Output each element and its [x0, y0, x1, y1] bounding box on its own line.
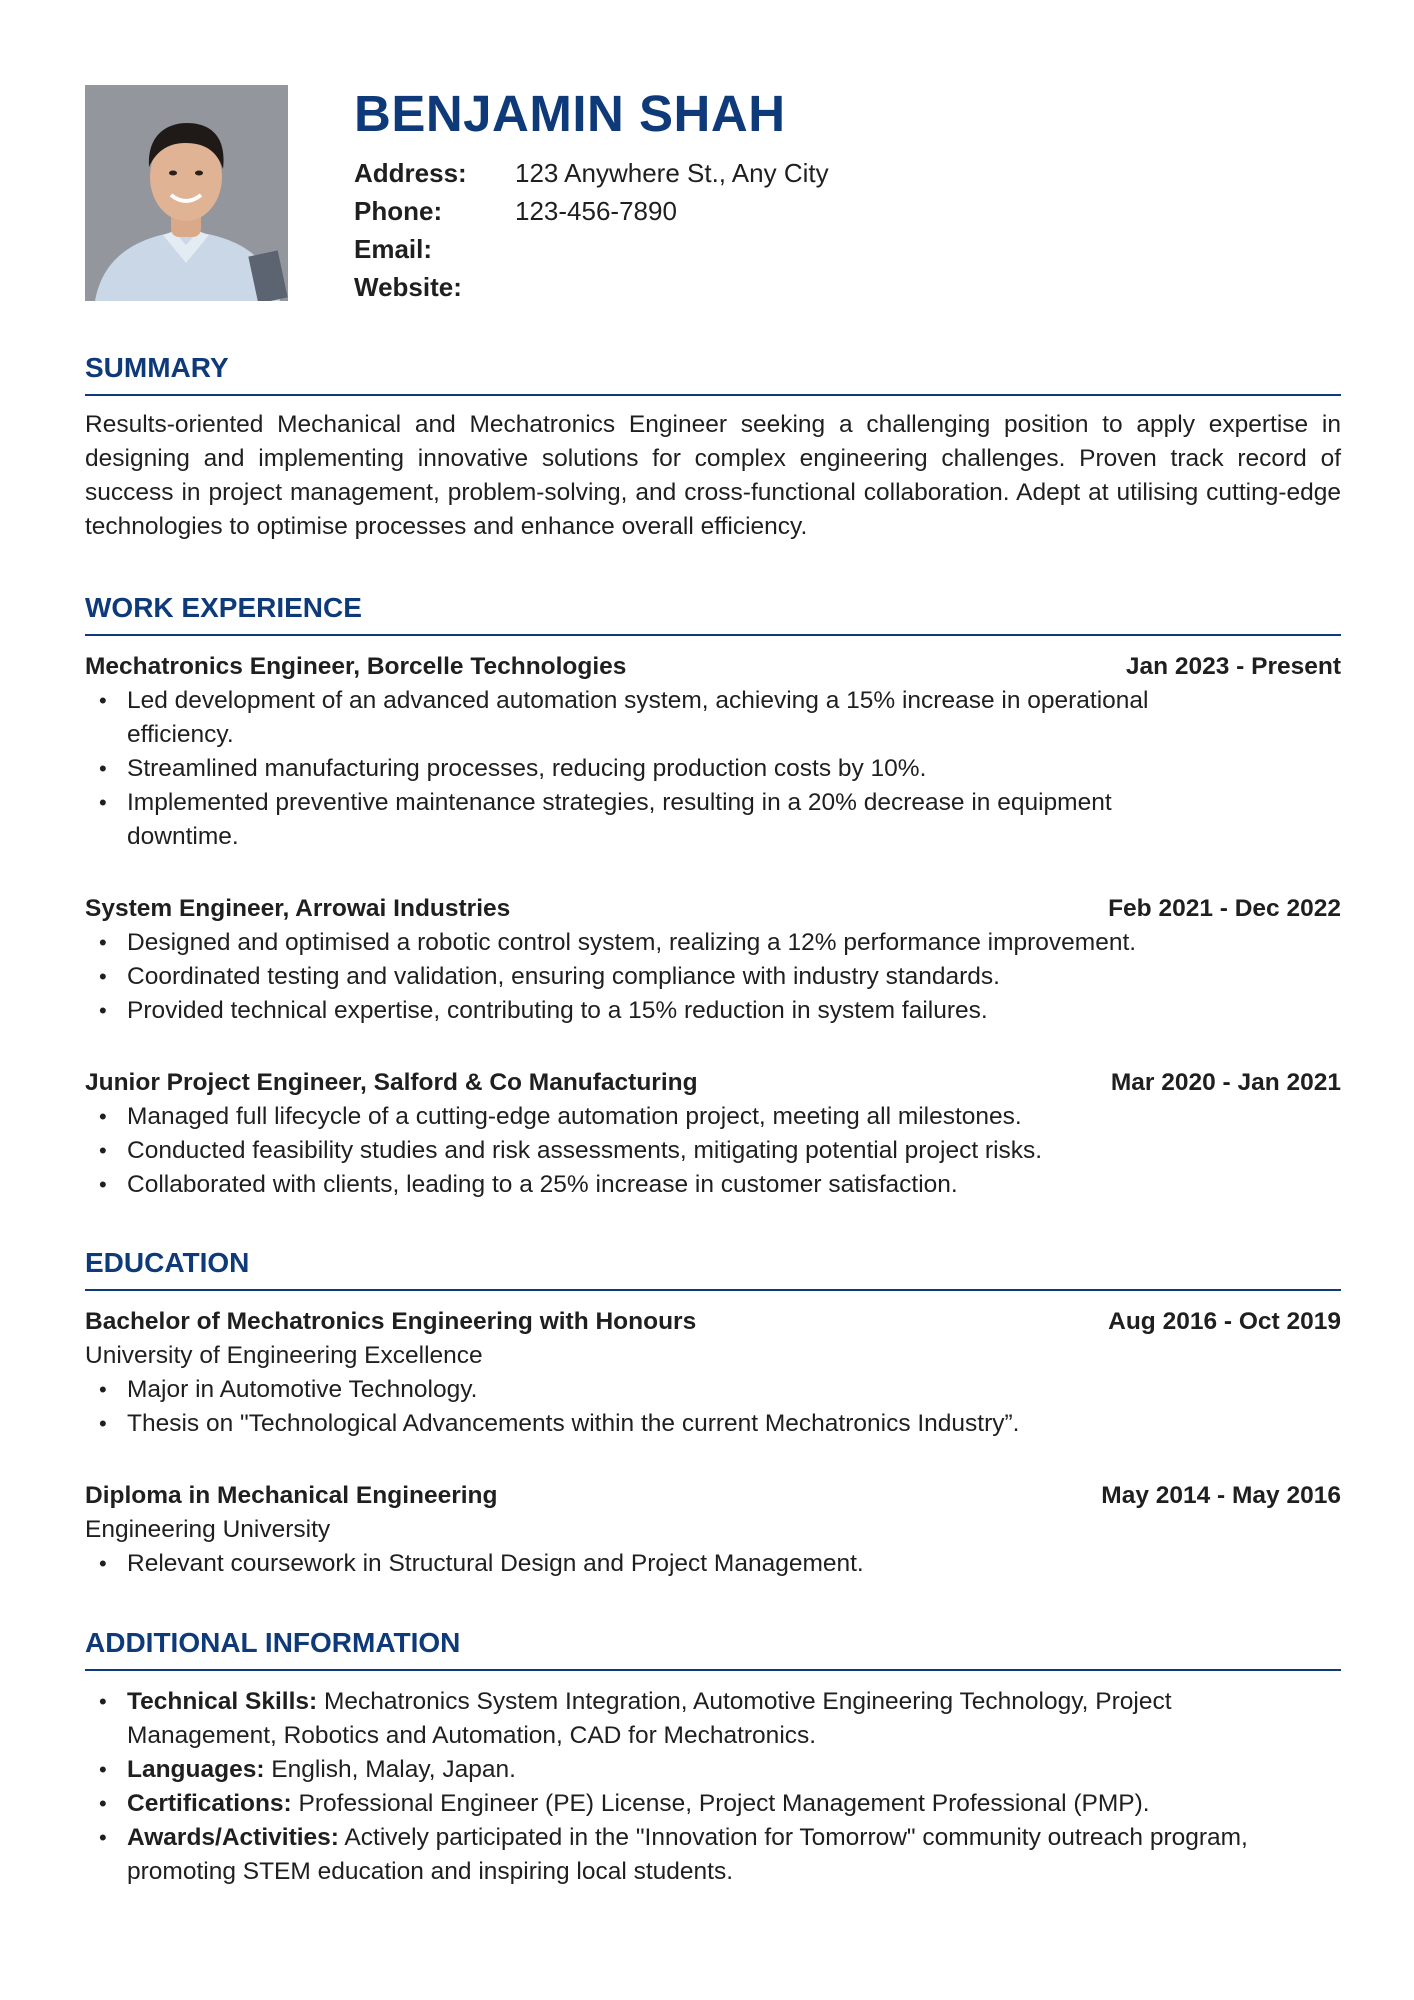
additional-text: Mechatronics System Integration, Automotive Engineering Technology, Project Management, Robotics and Automation, CAD for Mechatronics. [127, 1688, 1172, 1749]
work-experience-section [85, 588, 1341, 1202]
education-bullet: • Major in Automotive Technology. [127, 1373, 1341, 1407]
education-entry [85, 1479, 1341, 1581]
education-bullets [85, 1373, 1341, 1441]
job-title: Junior Project Engineer, Salford & Co Manufacturing [85, 1069, 698, 1096]
job-bullets [85, 1100, 1341, 1202]
job-bullet: • Conducted feasibility studies and risk assessments, mitigating potential project risks. [127, 1134, 1341, 1168]
job-bullet: • Collaborated with clients, leading to a 25% increase in customer satisfaction. [127, 1168, 1341, 1202]
additional-label: Technical Skills: [127, 1688, 318, 1715]
additional-label: Awards/Activities: [127, 1824, 339, 1851]
contact-row-email [354, 234, 829, 272]
school-name: University of Engineering Excellence [85, 1342, 483, 1369]
phone-label: Phone: [354, 196, 443, 226]
additional-item [127, 1821, 1341, 1889]
job-bullet: • Designed and optimised a robotic control system, realizing a 12% performance improvement. [127, 926, 1341, 960]
education-bullets [85, 1547, 1341, 1581]
additional-information-section [85, 1623, 1341, 1889]
education-entry [85, 1305, 1341, 1441]
job-bullet: • Coordinated testing and validation, ensuring compliance with industry standards. [127, 960, 1341, 994]
job-bullets [85, 684, 1341, 854]
job-bullet: • Implemented preventive maintenance strategies, resulting in a 20% decrease in equipment downtime. [127, 786, 1341, 854]
job-entry [85, 892, 1341, 1028]
summary-text: Results-oriented Mechanical and Mechatronics Engineer seeking a challenging position to apply expertise in designing and implementing innovative solutions for complex engineering challenges. Proven track record of success in project management, problem-solving, and cross-functional collaboration. Adept at utilising cutting-edge technologies to optimise processes and enhance overall efficiency. [85, 411, 1341, 540]
additional-item [127, 1685, 1341, 1753]
phone-value: 123-456-7890 [515, 196, 677, 226]
additional-label: Languages: [127, 1756, 265, 1783]
website-label: Website: [354, 272, 462, 302]
job-bullet: • Led development of an advanced automation system, achieving a 15% increase in operational efficiency. [127, 684, 1341, 752]
job-title: Mechatronics Engineer, Borcelle Technologies [85, 653, 627, 680]
job-header [85, 650, 1341, 684]
contact-row-address [354, 158, 829, 196]
address-label: Address: [354, 158, 467, 188]
job-title: System Engineer, Arrowai Industries [85, 895, 511, 922]
job-bullets [85, 926, 1341, 1028]
address-value: 123 Anywhere St., Any City [515, 158, 829, 188]
additional-item [127, 1787, 1341, 1821]
job-dates: Feb 2021 - Dec 2022 [1108, 895, 1341, 922]
additional-information-heading: ADDITIONAL INFORMATION [85, 1623, 1341, 1671]
job-entry [85, 650, 1341, 854]
contact-info [354, 158, 829, 310]
job-bullet: • Managed full lifecycle of a cutting-edge automation project, meeting all milestones. [127, 1100, 1341, 1134]
job-header [85, 1066, 1341, 1100]
additional-text: Actively participated in the "Innovation for Tomorrow" community outreach program, promoting STEM education and inspiring local students. [127, 1824, 1248, 1885]
additional-item [127, 1753, 1341, 1787]
candidate-name: BENJAMIN SHAH [354, 85, 786, 142]
job-entry [85, 1066, 1341, 1202]
job-bullet: • Provided technical expertise, contributing to a 15% reduction in system failures. [127, 994, 1341, 1028]
additional-bullets [85, 1685, 1341, 1889]
additional-label: Certifications: [127, 1790, 292, 1817]
job-header [85, 892, 1341, 926]
education-dates: May 2014 - May 2016 [1101, 1482, 1341, 1509]
additional-text: English, Malay, Japan. [264, 1756, 516, 1783]
job-dates: Jan 2023 - Present [1125, 653, 1341, 680]
job-bullet: • Streamlined manufacturing processes, reducing production costs by 10%. [127, 752, 1341, 786]
education-header [85, 1479, 1341, 1513]
summary-heading: SUMMARY [85, 348, 1341, 396]
contact-row-phone [354, 196, 829, 234]
education-bullet: • Relevant coursework in Structural Design and Project Management. [127, 1547, 1341, 1581]
education-header [85, 1305, 1341, 1339]
work-experience-heading: WORK EXPERIENCE [85, 588, 1341, 636]
job-dates: Mar 2020 - Jan 2021 [1110, 1069, 1341, 1096]
education-section [85, 1243, 1341, 1581]
contact-row-website [354, 272, 829, 310]
school-name: Engineering University [85, 1516, 331, 1543]
degree-title: Bachelor of Mechatronics Engineering with Honours [85, 1308, 697, 1335]
degree-title: Diploma in Mechanical Engineering [85, 1482, 498, 1509]
additional-text: Professional Engineer (PE) License, Project Management Professional (PMP). [291, 1790, 1150, 1817]
email-label: Email: [354, 234, 433, 264]
education-dates: Aug 2016 - Oct 2019 [1108, 1308, 1341, 1335]
profile-photo [85, 85, 288, 301]
education-heading: EDUCATION [85, 1243, 1341, 1291]
education-bullet: • Thesis on "Technological Advancements within the current Mechatronics Industry”. [127, 1407, 1341, 1441]
summary-section [85, 348, 1341, 544]
additional-entry [85, 1685, 1341, 1889]
